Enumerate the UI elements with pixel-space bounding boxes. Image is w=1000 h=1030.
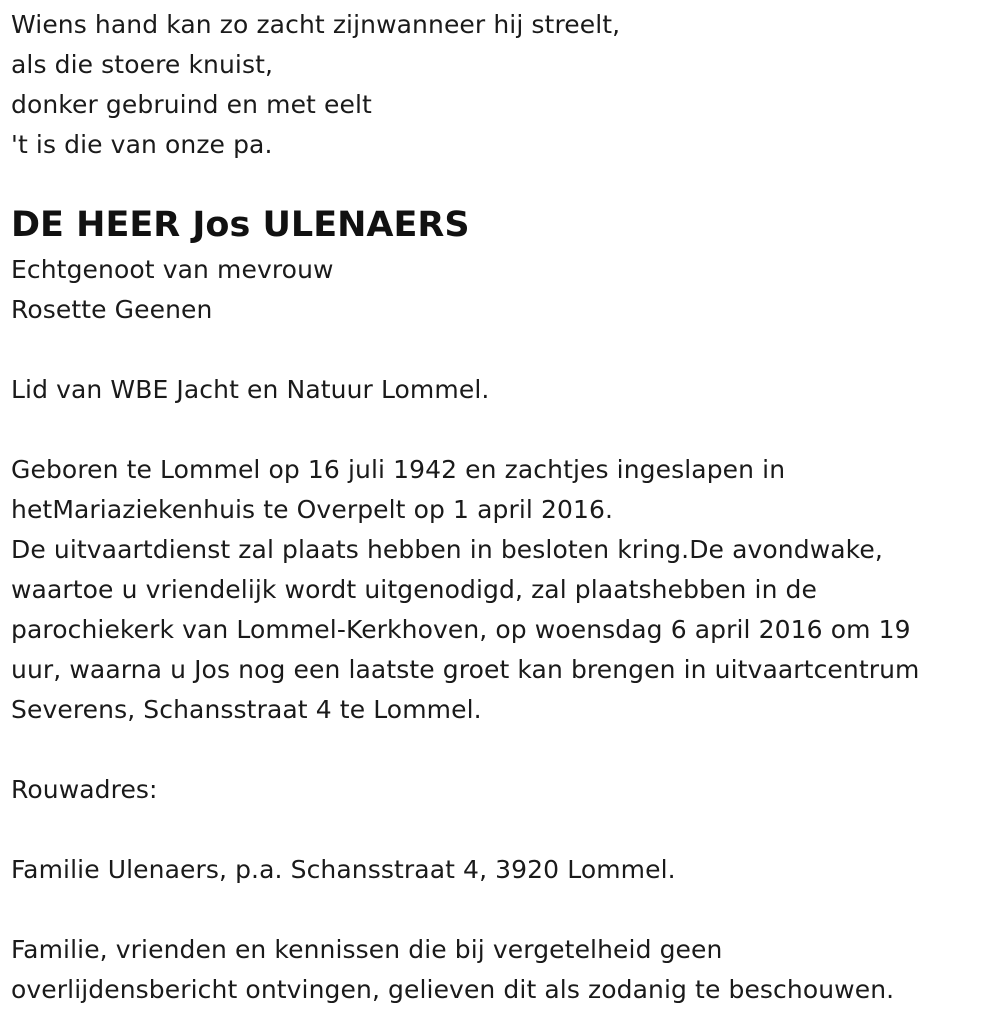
details-line: Severens, Schansstraat 4 te Lommel.	[11, 695, 482, 724]
closing-line: overlijdensbericht ontvingen, gelieven dit als zodanig te beschouwen.	[11, 975, 895, 1004]
details-line: parochiekerk van Lommel-Kerkhoven, op woensdag 6 april 2016 om 19	[11, 615, 911, 644]
spouse-info	[11, 250, 996, 330]
spacer	[11, 810, 996, 850]
poem-line: als die stoere knuist,	[11, 50, 274, 79]
mourning-address: Familie Ulenaers, p.a. Schansstraat 4, 3920 Lommel.	[11, 855, 676, 884]
details-line: uur, waarna u Jos nog een laatste groet kan brengen in uitvaartcentrum	[11, 655, 920, 684]
closing-line: Familie, vrienden en kennissen die bij vergetelheid geen	[11, 935, 723, 964]
details-paragraph	[11, 450, 996, 730]
obituary-notice	[11, 5, 996, 1010]
mourning-address-label: Rouwadres:	[11, 775, 158, 804]
spacer	[11, 410, 996, 450]
poem-line: 't is die van onze pa.	[11, 130, 273, 159]
poem-line: donker gebruind en met eelt	[11, 90, 372, 119]
deceased-name: DE HEER Jos ULENAERS	[11, 205, 470, 245]
details-line: waartoe u vriendelijk wordt uitgenodigd, zal plaatshebben in de	[11, 575, 818, 604]
closing-paragraph	[11, 930, 996, 1010]
details-line: Geboren te Lommel op 16 juli 1942 en zachtjes ingeslapen in	[11, 455, 786, 484]
details-line: hetMariaziekenhuis te Overpelt op 1 april 2016.	[11, 495, 614, 524]
spacer	[11, 890, 996, 930]
details-line: De uitvaartdienst zal plaats hebben in besloten kring.De avondwake,	[11, 535, 883, 564]
spacer	[11, 330, 996, 370]
spacer	[11, 730, 996, 770]
poem-line: Wiens hand kan zo zacht zijnwanneer hij streelt,	[11, 10, 621, 39]
spouse-line: Echtgenoot van mevrouw	[11, 255, 334, 284]
membership: Lid van WBE Jacht en Natuur Lommel.	[11, 375, 490, 404]
poem	[11, 5, 996, 165]
spouse-line: Rosette Geenen	[11, 295, 213, 324]
